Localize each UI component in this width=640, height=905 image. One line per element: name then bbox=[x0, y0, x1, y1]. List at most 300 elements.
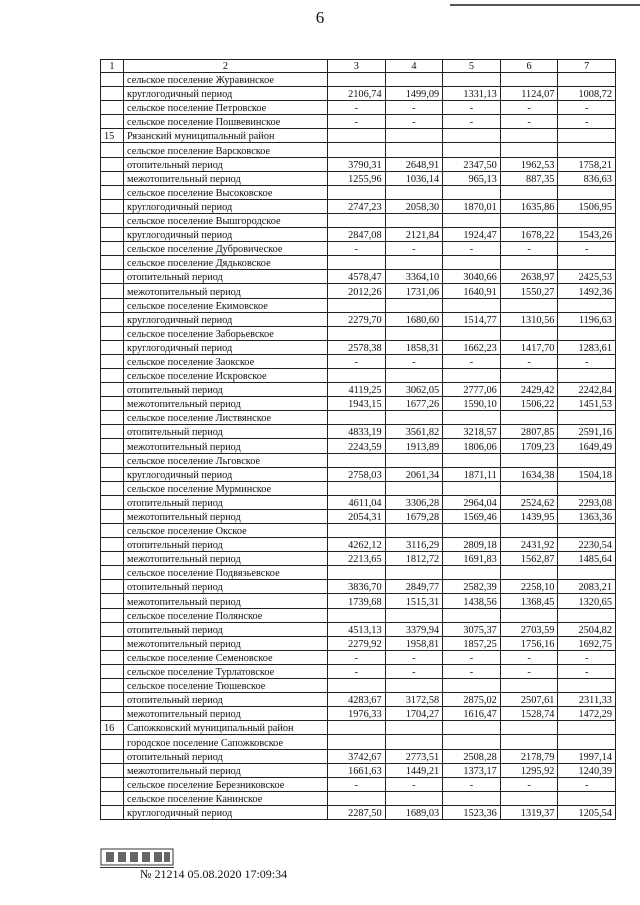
value-cell-col-4: 2773,51 bbox=[385, 749, 443, 763]
value-cell-col-4 bbox=[385, 256, 443, 270]
row-number-cell bbox=[101, 439, 124, 453]
value-cell-col-4 bbox=[385, 411, 443, 425]
value-cell-col-5 bbox=[443, 679, 501, 693]
value-cell-col-6 bbox=[500, 735, 558, 749]
value-cell-col-5: 1871,11 bbox=[443, 467, 501, 481]
value-cell-col-3 bbox=[328, 143, 386, 157]
row-name-cell: сельское поселение Березниковское bbox=[124, 777, 328, 791]
value-cell-col-4: 1689,03 bbox=[385, 805, 443, 819]
value-cell-col-4: 3062,05 bbox=[385, 383, 443, 397]
value-cell-col-4: - bbox=[385, 242, 443, 256]
header-col-7: 7 bbox=[558, 60, 616, 73]
value-cell-col-6 bbox=[500, 143, 558, 157]
value-cell-col-6: - bbox=[500, 664, 558, 678]
value-cell-col-4: 1913,89 bbox=[385, 439, 443, 453]
row-name-cell: круглогодичный период bbox=[124, 199, 328, 213]
table-row bbox=[101, 411, 616, 425]
value-cell-col-4: - bbox=[385, 354, 443, 368]
value-cell-col-6: - bbox=[500, 354, 558, 368]
table-row bbox=[101, 298, 616, 312]
value-cell-col-3: 4283,67 bbox=[328, 693, 386, 707]
value-cell-col-5 bbox=[443, 411, 501, 425]
value-cell-col-7 bbox=[558, 129, 616, 143]
value-cell-col-6: 1506,22 bbox=[500, 397, 558, 411]
row-name-cell: сельское поселение Канинское bbox=[124, 791, 328, 805]
value-cell-col-4: - bbox=[385, 101, 443, 115]
table-row bbox=[101, 608, 616, 622]
value-cell-col-3: 2279,92 bbox=[328, 636, 386, 650]
row-number-cell bbox=[101, 298, 124, 312]
value-cell-col-4: 1679,28 bbox=[385, 509, 443, 523]
table-row bbox=[101, 636, 616, 650]
value-cell-col-7 bbox=[558, 791, 616, 805]
value-cell-col-6: 2524,62 bbox=[500, 495, 558, 509]
row-number-cell bbox=[101, 256, 124, 270]
value-cell-col-4 bbox=[385, 679, 443, 693]
row-name-cell: отопительный период bbox=[124, 749, 328, 763]
row-name-cell: сельское поселение Турлатовское bbox=[124, 664, 328, 678]
row-number-cell bbox=[101, 664, 124, 678]
row-name-cell: сельское поселение Подвязьевское bbox=[124, 566, 328, 580]
value-cell-col-6: 1634,38 bbox=[500, 467, 558, 481]
row-number-cell bbox=[101, 791, 124, 805]
table-row bbox=[101, 805, 616, 819]
value-cell-col-5: 1924,47 bbox=[443, 228, 501, 242]
value-cell-col-6: 1310,56 bbox=[500, 312, 558, 326]
value-cell-col-7: - bbox=[558, 777, 616, 791]
value-cell-col-3 bbox=[328, 524, 386, 538]
row-number-cell bbox=[101, 805, 124, 819]
value-cell-col-7: 2591,16 bbox=[558, 425, 616, 439]
row-number-cell bbox=[101, 622, 124, 636]
table-row bbox=[101, 566, 616, 580]
value-cell-col-7: 2083,21 bbox=[558, 580, 616, 594]
value-cell-col-5 bbox=[443, 566, 501, 580]
value-cell-col-5: 1870,01 bbox=[443, 199, 501, 213]
row-number-cell bbox=[101, 101, 124, 115]
row-number-cell: 16 bbox=[101, 721, 124, 735]
footer bbox=[100, 845, 620, 895]
value-cell-col-7: 1363,36 bbox=[558, 509, 616, 523]
value-cell-col-6: 2178,79 bbox=[500, 749, 558, 763]
value-cell-col-6 bbox=[500, 608, 558, 622]
value-cell-col-7: - bbox=[558, 115, 616, 129]
row-number-cell bbox=[101, 580, 124, 594]
value-cell-col-6: - bbox=[500, 650, 558, 664]
value-cell-col-3 bbox=[328, 566, 386, 580]
value-cell-col-5: 1616,47 bbox=[443, 707, 501, 721]
row-number-cell bbox=[101, 213, 124, 227]
table-row bbox=[101, 749, 616, 763]
value-cell-col-6: - bbox=[500, 242, 558, 256]
value-cell-col-3: 2287,50 bbox=[328, 805, 386, 819]
row-number-cell bbox=[101, 368, 124, 382]
row-name-cell: межотопительный период bbox=[124, 439, 328, 453]
value-cell-col-7: 1758,21 bbox=[558, 157, 616, 171]
row-name-cell: межотопительный период bbox=[124, 171, 328, 185]
value-cell-col-4 bbox=[385, 129, 443, 143]
value-cell-col-6: 2431,92 bbox=[500, 538, 558, 552]
value-cell-col-5 bbox=[443, 721, 501, 735]
value-cell-col-6: 2703,59 bbox=[500, 622, 558, 636]
value-cell-col-5: - bbox=[443, 242, 501, 256]
value-cell-col-6 bbox=[500, 481, 558, 495]
table-row bbox=[101, 129, 616, 143]
value-cell-col-5: - bbox=[443, 115, 501, 129]
value-cell-col-3: 2054,31 bbox=[328, 509, 386, 523]
value-cell-col-4 bbox=[385, 143, 443, 157]
value-cell-col-7 bbox=[558, 721, 616, 735]
table-row bbox=[101, 87, 616, 101]
value-cell-col-3 bbox=[328, 411, 386, 425]
value-cell-col-4 bbox=[385, 185, 443, 199]
row-number-cell bbox=[101, 411, 124, 425]
value-cell-col-3 bbox=[328, 73, 386, 87]
value-cell-col-4: - bbox=[385, 115, 443, 129]
value-cell-col-4: 2648,91 bbox=[385, 157, 443, 171]
row-number-cell bbox=[101, 453, 124, 467]
value-cell-col-7 bbox=[558, 566, 616, 580]
row-number-cell bbox=[101, 326, 124, 340]
row-name-cell: отопительный период bbox=[124, 622, 328, 636]
value-cell-col-3 bbox=[328, 791, 386, 805]
value-cell-col-7: 2230,54 bbox=[558, 538, 616, 552]
table-row bbox=[101, 284, 616, 298]
row-number-cell bbox=[101, 354, 124, 368]
value-cell-col-6: 2638,97 bbox=[500, 270, 558, 284]
value-cell-col-4: 3561,82 bbox=[385, 425, 443, 439]
value-cell-col-7 bbox=[558, 679, 616, 693]
row-name-cell: сельское поселение Петровское bbox=[124, 101, 328, 115]
table-row bbox=[101, 524, 616, 538]
value-cell-col-4 bbox=[385, 298, 443, 312]
row-number-cell bbox=[101, 650, 124, 664]
value-cell-col-5: 2875,02 bbox=[443, 693, 501, 707]
value-cell-col-4: 3172,58 bbox=[385, 693, 443, 707]
value-cell-col-6 bbox=[500, 185, 558, 199]
value-cell-col-4: 1958,81 bbox=[385, 636, 443, 650]
table-row bbox=[101, 270, 616, 284]
row-number-cell bbox=[101, 636, 124, 650]
value-cell-col-6: 1962,53 bbox=[500, 157, 558, 171]
value-cell-col-4: 1704,27 bbox=[385, 707, 443, 721]
row-name-cell: отопительный период bbox=[124, 270, 328, 284]
value-cell-col-5 bbox=[443, 129, 501, 143]
value-cell-col-7: 2425,53 bbox=[558, 270, 616, 284]
value-cell-col-7 bbox=[558, 143, 616, 157]
value-cell-col-4: 1515,31 bbox=[385, 594, 443, 608]
row-name-cell: круглогодичный период bbox=[124, 312, 328, 326]
value-cell-col-3 bbox=[328, 185, 386, 199]
value-cell-col-7 bbox=[558, 213, 616, 227]
table-row bbox=[101, 326, 616, 340]
value-cell-col-4: 1036,14 bbox=[385, 171, 443, 185]
value-cell-col-3: 1661,63 bbox=[328, 763, 386, 777]
value-cell-col-7: 1196,63 bbox=[558, 312, 616, 326]
table-row bbox=[101, 228, 616, 242]
row-name-cell: сельское поселение Журавинское bbox=[124, 73, 328, 87]
row-name-cell: сельское поселение Мурминское bbox=[124, 481, 328, 495]
value-cell-col-7: 1492,36 bbox=[558, 284, 616, 298]
value-cell-col-6: 2258,10 bbox=[500, 580, 558, 594]
table-row bbox=[101, 143, 616, 157]
header-col-2: 2 bbox=[124, 60, 328, 73]
value-cell-col-3: 2243,59 bbox=[328, 439, 386, 453]
value-cell-col-4: 1858,31 bbox=[385, 340, 443, 354]
value-cell-col-4: 3306,28 bbox=[385, 495, 443, 509]
number-sign: № bbox=[140, 867, 152, 881]
value-cell-col-3 bbox=[328, 721, 386, 735]
value-cell-col-4 bbox=[385, 524, 443, 538]
value-cell-col-7: - bbox=[558, 650, 616, 664]
value-cell-col-7: 1283,61 bbox=[558, 340, 616, 354]
row-name-cell: отопительный период bbox=[124, 693, 328, 707]
table-row bbox=[101, 679, 616, 693]
row-name-cell: отопительный период bbox=[124, 580, 328, 594]
value-cell-col-3: 4833,19 bbox=[328, 425, 386, 439]
value-cell-col-5: 1523,36 bbox=[443, 805, 501, 819]
value-cell-col-6: 1709,23 bbox=[500, 439, 558, 453]
value-cell-col-6 bbox=[500, 256, 558, 270]
value-cell-col-5: - bbox=[443, 650, 501, 664]
value-cell-col-6 bbox=[500, 368, 558, 382]
table-body bbox=[101, 73, 616, 820]
value-cell-col-3 bbox=[328, 368, 386, 382]
value-cell-col-6 bbox=[500, 566, 558, 580]
value-cell-col-3: 2578,38 bbox=[328, 340, 386, 354]
value-cell-col-7 bbox=[558, 608, 616, 622]
value-cell-col-3: - bbox=[328, 101, 386, 115]
value-cell-col-4: 3379,94 bbox=[385, 622, 443, 636]
table-row bbox=[101, 383, 616, 397]
value-cell-col-6: 2807,85 bbox=[500, 425, 558, 439]
row-number-cell bbox=[101, 481, 124, 495]
value-cell-col-3: - bbox=[328, 115, 386, 129]
table-row bbox=[101, 101, 616, 115]
value-cell-col-6 bbox=[500, 791, 558, 805]
table-row bbox=[101, 735, 616, 749]
value-cell-col-4: 1499,09 bbox=[385, 87, 443, 101]
value-cell-col-5: 1590,10 bbox=[443, 397, 501, 411]
row-name-cell: сельское поселение Льговское bbox=[124, 453, 328, 467]
value-cell-col-5 bbox=[443, 524, 501, 538]
row-name-cell: отопительный период bbox=[124, 383, 328, 397]
document-registration bbox=[140, 867, 287, 882]
value-cell-col-5: 1640,91 bbox=[443, 284, 501, 298]
value-cell-col-3 bbox=[328, 256, 386, 270]
row-name-cell: отопительный период bbox=[124, 538, 328, 552]
table-row bbox=[101, 199, 616, 213]
value-cell-col-4 bbox=[385, 608, 443, 622]
value-cell-col-5 bbox=[443, 481, 501, 495]
row-name-cell: сельское поселение Вышгородское bbox=[124, 213, 328, 227]
table-row bbox=[101, 622, 616, 636]
value-cell-col-3: 4578,47 bbox=[328, 270, 386, 284]
row-name-cell: межотопительный период bbox=[124, 763, 328, 777]
row-name-cell: межотопительный период bbox=[124, 707, 328, 721]
value-cell-col-5 bbox=[443, 735, 501, 749]
table-row bbox=[101, 580, 616, 594]
row-number-cell bbox=[101, 383, 124, 397]
value-cell-col-4: 3116,29 bbox=[385, 538, 443, 552]
value-cell-col-7: 1506,95 bbox=[558, 199, 616, 213]
table-row bbox=[101, 171, 616, 185]
value-cell-col-3 bbox=[328, 298, 386, 312]
value-cell-col-3: 4611,04 bbox=[328, 495, 386, 509]
table-row bbox=[101, 495, 616, 509]
value-cell-col-5: 2508,28 bbox=[443, 749, 501, 763]
row-number-cell bbox=[101, 73, 124, 87]
table-row bbox=[101, 453, 616, 467]
row-number-cell bbox=[101, 284, 124, 298]
row-name-cell: сельское поселение Дядьковское bbox=[124, 256, 328, 270]
value-cell-col-6 bbox=[500, 411, 558, 425]
value-cell-col-5: - bbox=[443, 777, 501, 791]
header-col-4: 4 bbox=[385, 60, 443, 73]
value-cell-col-7: 1997,14 bbox=[558, 749, 616, 763]
value-cell-col-5: 2809,18 bbox=[443, 538, 501, 552]
table-row bbox=[101, 213, 616, 227]
row-name-cell: круглогодичный период bbox=[124, 805, 328, 819]
table-row bbox=[101, 157, 616, 171]
row-number-cell bbox=[101, 693, 124, 707]
value-cell-col-6: 1319,37 bbox=[500, 805, 558, 819]
table-row bbox=[101, 467, 616, 481]
row-name-cell: сельское поселение Полянское bbox=[124, 608, 328, 622]
table-row bbox=[101, 368, 616, 382]
value-cell-col-5: 1331,13 bbox=[443, 87, 501, 101]
value-cell-col-6: 1562,87 bbox=[500, 552, 558, 566]
row-name-cell: межотопительный период bbox=[124, 509, 328, 523]
value-cell-col-6: 2429,42 bbox=[500, 383, 558, 397]
value-cell-col-6 bbox=[500, 679, 558, 693]
value-cell-col-4: - bbox=[385, 650, 443, 664]
row-number-cell bbox=[101, 397, 124, 411]
value-cell-col-5: 1373,17 bbox=[443, 763, 501, 777]
row-name-cell: межотопительный период bbox=[124, 284, 328, 298]
row-name-cell: сельское поселение Пошвевинское bbox=[124, 115, 328, 129]
value-cell-col-3 bbox=[328, 129, 386, 143]
value-cell-col-3: 2106,74 bbox=[328, 87, 386, 101]
table-row bbox=[101, 481, 616, 495]
value-cell-col-7 bbox=[558, 735, 616, 749]
value-cell-col-7 bbox=[558, 481, 616, 495]
row-number-cell bbox=[101, 552, 124, 566]
table-row bbox=[101, 312, 616, 326]
value-cell-col-6: - bbox=[500, 101, 558, 115]
value-cell-col-7 bbox=[558, 524, 616, 538]
document-id: 21214 05.08.2020 17:09:34 bbox=[154, 867, 288, 881]
value-cell-col-6: 1368,45 bbox=[500, 594, 558, 608]
value-cell-col-3 bbox=[328, 481, 386, 495]
row-number-cell bbox=[101, 538, 124, 552]
value-cell-col-3 bbox=[328, 453, 386, 467]
row-number-cell bbox=[101, 228, 124, 242]
value-cell-col-5 bbox=[443, 143, 501, 157]
value-cell-col-3 bbox=[328, 735, 386, 749]
value-cell-col-5: 3040,66 bbox=[443, 270, 501, 284]
value-cell-col-3: 4513,13 bbox=[328, 622, 386, 636]
row-number-cell bbox=[101, 735, 124, 749]
table-row bbox=[101, 763, 616, 777]
value-cell-col-4 bbox=[385, 326, 443, 340]
value-cell-col-7: 1543,26 bbox=[558, 228, 616, 242]
value-cell-col-3 bbox=[328, 213, 386, 227]
table-row bbox=[101, 791, 616, 805]
table-row bbox=[101, 340, 616, 354]
value-cell-col-5: 1691,83 bbox=[443, 552, 501, 566]
value-cell-col-4: - bbox=[385, 664, 443, 678]
tariff-table bbox=[100, 59, 616, 820]
row-name-cell: Рязанский муниципальный район bbox=[124, 129, 328, 143]
value-cell-col-6: 1550,27 bbox=[500, 284, 558, 298]
value-cell-col-5 bbox=[443, 73, 501, 87]
row-name-cell: межотопительный период bbox=[124, 636, 328, 650]
row-number-cell bbox=[101, 763, 124, 777]
table-row bbox=[101, 707, 616, 721]
value-cell-col-3: 2847,08 bbox=[328, 228, 386, 242]
value-cell-col-7: 836,63 bbox=[558, 171, 616, 185]
row-number-cell bbox=[101, 143, 124, 157]
header-col-6: 6 bbox=[500, 60, 558, 73]
value-cell-col-4: 1812,72 bbox=[385, 552, 443, 566]
table-row bbox=[101, 425, 616, 439]
row-number-cell bbox=[101, 425, 124, 439]
value-cell-col-6 bbox=[500, 73, 558, 87]
value-cell-col-7: - bbox=[558, 354, 616, 368]
value-cell-col-3: - bbox=[328, 777, 386, 791]
value-cell-col-4: 1680,60 bbox=[385, 312, 443, 326]
value-cell-col-6 bbox=[500, 129, 558, 143]
table-row bbox=[101, 354, 616, 368]
value-cell-col-3: - bbox=[328, 354, 386, 368]
value-cell-col-6 bbox=[500, 213, 558, 227]
value-cell-col-7: 1472,29 bbox=[558, 707, 616, 721]
row-name-cell: межотопительный период bbox=[124, 397, 328, 411]
value-cell-col-5: - bbox=[443, 101, 501, 115]
row-number-cell bbox=[101, 608, 124, 622]
value-cell-col-7: 1320,65 bbox=[558, 594, 616, 608]
row-number-cell bbox=[101, 312, 124, 326]
row-number-cell: 15 bbox=[101, 129, 124, 143]
row-number-cell bbox=[101, 157, 124, 171]
value-cell-col-5 bbox=[443, 185, 501, 199]
value-cell-col-7: - bbox=[558, 101, 616, 115]
header-col-1: 1 bbox=[101, 60, 124, 73]
value-cell-col-7: - bbox=[558, 664, 616, 678]
value-cell-col-6 bbox=[500, 524, 558, 538]
value-cell-col-5: 2964,04 bbox=[443, 495, 501, 509]
value-cell-col-5: - bbox=[443, 664, 501, 678]
table-row bbox=[101, 397, 616, 411]
value-cell-col-6: 1417,70 bbox=[500, 340, 558, 354]
value-cell-col-5: 2347,50 bbox=[443, 157, 501, 171]
value-cell-col-7: 1692,75 bbox=[558, 636, 616, 650]
value-cell-col-5: 1438,56 bbox=[443, 594, 501, 608]
table-row bbox=[101, 721, 616, 735]
value-cell-col-6 bbox=[500, 298, 558, 312]
value-cell-col-6 bbox=[500, 721, 558, 735]
value-cell-col-3: 2012,26 bbox=[328, 284, 386, 298]
value-cell-col-3: 1739,68 bbox=[328, 594, 386, 608]
value-cell-col-4: 1677,26 bbox=[385, 397, 443, 411]
value-cell-col-7: 2293,08 bbox=[558, 495, 616, 509]
row-name-cell: сельское поселение Заокское bbox=[124, 354, 328, 368]
value-cell-col-5 bbox=[443, 256, 501, 270]
value-cell-col-7 bbox=[558, 326, 616, 340]
registry-stamp-icon bbox=[100, 848, 174, 866]
row-name-cell: сельское поселение Заборьевское bbox=[124, 326, 328, 340]
